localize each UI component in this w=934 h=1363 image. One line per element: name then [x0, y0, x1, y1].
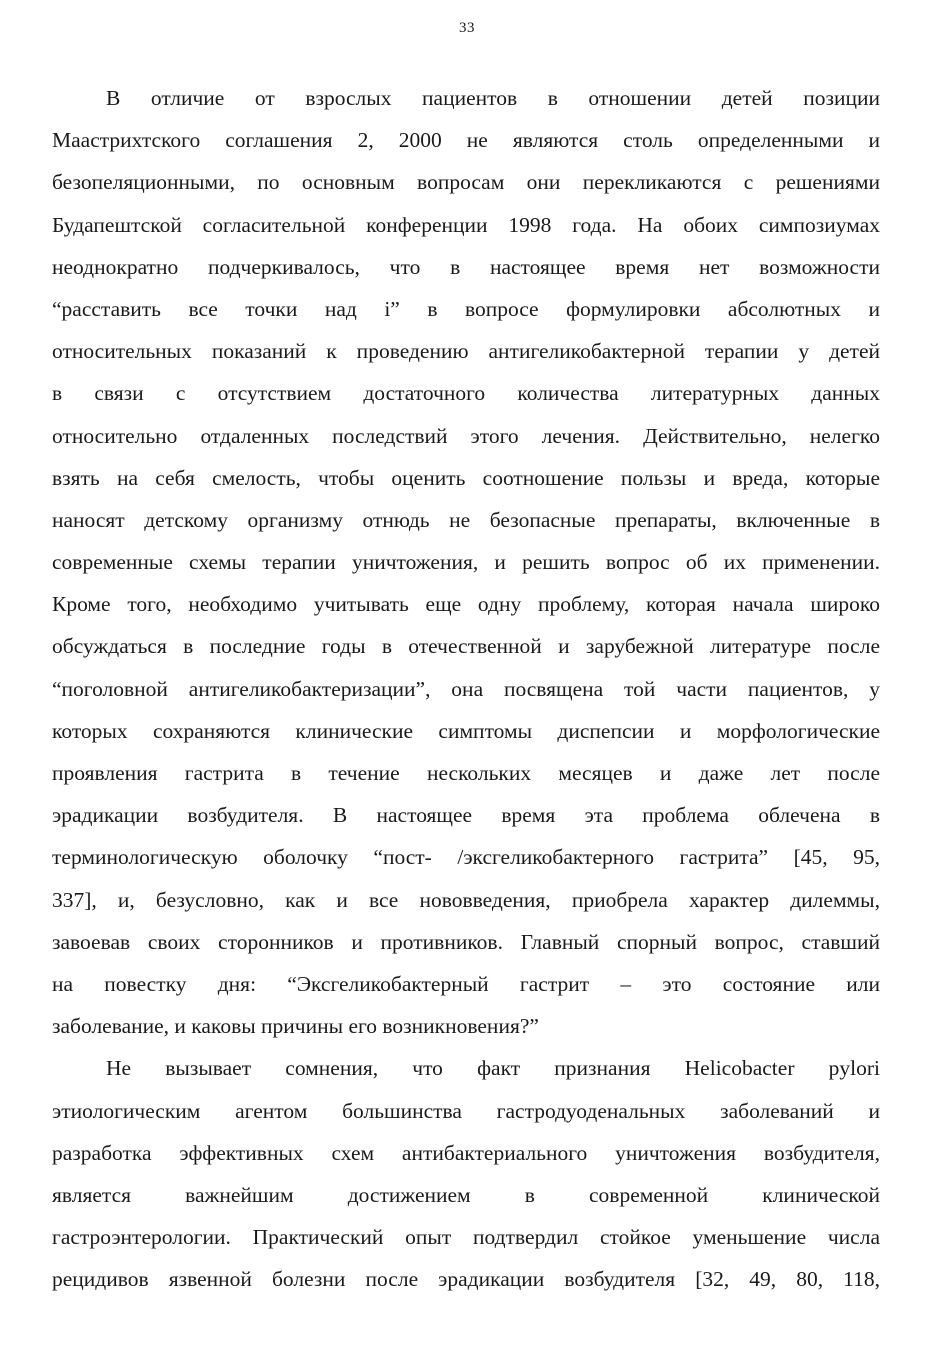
text-line: Не вызывает сомнения, что факт признания Helicobacter pylori	[106, 1056, 880, 1081]
text-line: 337], и, безусловно, как и все нововведения, приобрела характер дилеммы,	[52, 887, 880, 912]
text-line: относительных показаний к проведению антигеликобактерной терапии у детей	[52, 339, 880, 364]
text-line: “расставить все точки над i” в вопросе формулировки абсолютных и	[52, 296, 880, 321]
text-line: безопеляционными, по основным вопросам они перекликаются с решениями	[52, 170, 880, 195]
text-line: Маастрихтского соглашения 2, 2000 не являются столь определенными и	[52, 128, 880, 153]
text-line: терминологическую оболочку “пост- /эксгеликобактерного гастрита” [45, 95,	[52, 845, 880, 870]
document-body	[52, 83, 880, 1306]
text-line: неоднократно подчеркивалось, что в настоящее время нет возможности	[52, 254, 880, 279]
text-line: обсуждаться в последние годы в отечественной и зарубежной литературе после	[52, 634, 880, 659]
text-line: является важнейшим достижением в современной клинической	[52, 1182, 880, 1207]
text-line: относительно отдаленных последствий этого лечения. Действительно, нелегко	[52, 423, 880, 448]
text-line: завоевав своих сторонников и противников. Главный спорный вопрос, ставший	[52, 929, 880, 954]
text-line: взять на себя смелость, чтобы оценить соотношение пользы и вреда, которые	[52, 465, 880, 490]
text-line: которых сохраняются клинические симптомы диспепсии и морфологические	[52, 718, 880, 743]
text-line: В отличие от взрослых пациентов в отношении детей позиции	[106, 86, 880, 110]
text-line: разработка эффективных схем антибактериального уничтожения возбудителя,	[52, 1140, 880, 1165]
text-line: рецидивов язвенной болезни после эрадикации возбудителя [32, 49, 80, 118,	[52, 1267, 880, 1292]
page-number: 33	[459, 20, 475, 36]
text-line: в связи с отсутствием достаточного количества литературных данных	[52, 381, 880, 406]
text-line: “поголовной антигеликобактеризации”, она посвящена той части пациентов, у	[52, 676, 880, 701]
text-line: Кроме того, необходимо учитывать еще одну проблему, которая начала широко	[52, 592, 880, 617]
text-line: гастроэнтерологии. Практический опыт подтвердил стойкое уменьшение числа	[52, 1225, 880, 1250]
text-line: этиологическим агентом большинства гастродуоденальных заболеваний и	[52, 1098, 880, 1123]
text-line: на повестку дня: “Эксгеликобактерный гастрит – это состояние или	[52, 971, 880, 996]
text-line: современные схемы терапии уничтожения, и решить вопрос об их применении.	[52, 550, 880, 575]
text-line: проявления гастрита в течение нескольких месяцев и даже лет после	[52, 761, 880, 785]
text-line: заболевание, и каковы причины его возникновения?”	[52, 1014, 539, 1039]
text-line: эрадикации возбудителя. В настоящее время эта проблема облечена в	[52, 803, 880, 828]
text-line: наносят детскому организму отнюдь не безопасные препараты, включенные в	[52, 507, 880, 532]
text-line: Будапештской согласительной конференции 1998 года. На обоих симпозиумах	[52, 212, 880, 237]
